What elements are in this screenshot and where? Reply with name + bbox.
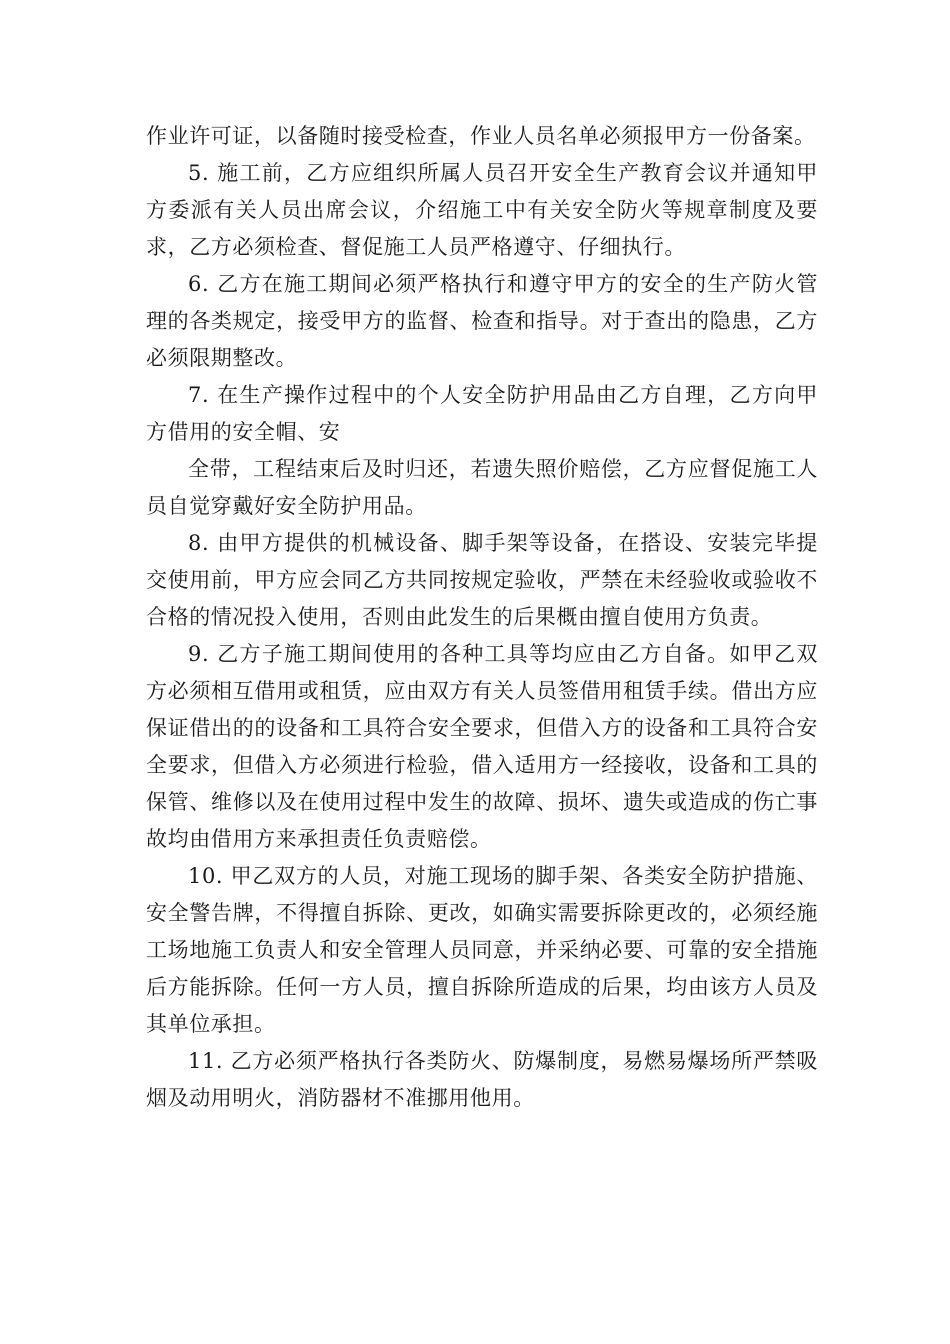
paragraph-clause-5: 5. 施工前，乙方应组织所属人员召开安全生产教育会议并通知甲方委派有关人员出席会议，介绍施工中有关安全防火等规章制度及要求，乙方必须检查、督促施工人员严格遵守、仔细执行。	[146, 161, 818, 259]
paragraph-clause-7-part-2: 全带，工程结束后及时归还，若遗失照价赔偿，乙方应督促施工人员自觉穿戴好安全防护用品。	[146, 457, 818, 518]
paragraph-clause-8: 8. 由甲方提供的机械设备、脚手架等设备，在搭设、安装完毕提交使用前，甲方应会同乙方共同按规定验收，严禁在未经验收或验收不合格的情况投入使用，否则由此发生的后果概由擅自使用方负责。	[146, 531, 818, 629]
paragraph-clause-9: 9. 乙方子施工期间使用的各种工具等均应由乙方自备。如甲乙双方必须相互借用或租赁，应由双方有关人员签借用租赁手续。借出方应保证借出的的设备和工具符合安全要求，但借入方的设备和工具符合安全要求，但借入方必须进行检验，借入适用方一经接收，设备和工具的保管、维修以及在使用过程中发生的故障、损坏、遗失或造成的伤亡事故均由借用方来承担责任负责赔偿。	[146, 642, 818, 851]
document-body	[146, 118, 818, 1117]
paragraph-continuation: 作业许可证，以备随时接受检查，作业人员名单必须报甲方一份备案。	[146, 124, 816, 148]
paragraph-clause-6: 6. 乙方在施工期间必须严格执行和遵守甲方的安全的生产防火管理的各类规定，接受甲方的监督、检查和指导。对于查出的隐患，乙方必须限期整改。	[146, 272, 818, 370]
paragraph-clause-10: 10. 甲乙双方的人员，对施工现场的脚手架、各类安全防护措施、安全警告牌，不得擅自拆除、更改，如确实需要拆除更改的，必须经施工场地施工负责人和安全管理人员同意，并采纳必要、可靠的安全措施后方能拆除。任何一方人员，擅自拆除所造成的后果，均由该方人员及其单位承担。	[146, 864, 818, 1036]
paragraph-clause-7-part-1: 7. 在生产操作过程中的个人安全防护用品由乙方自理，乙方向甲方借用的安全帽、安	[146, 383, 818, 444]
paragraph-clause-11: 11. 乙方必须严格执行各类防火、防爆制度，易燃易爆场所严禁吸烟及动用明火，消防器材不准挪用他用。	[146, 1049, 818, 1110]
